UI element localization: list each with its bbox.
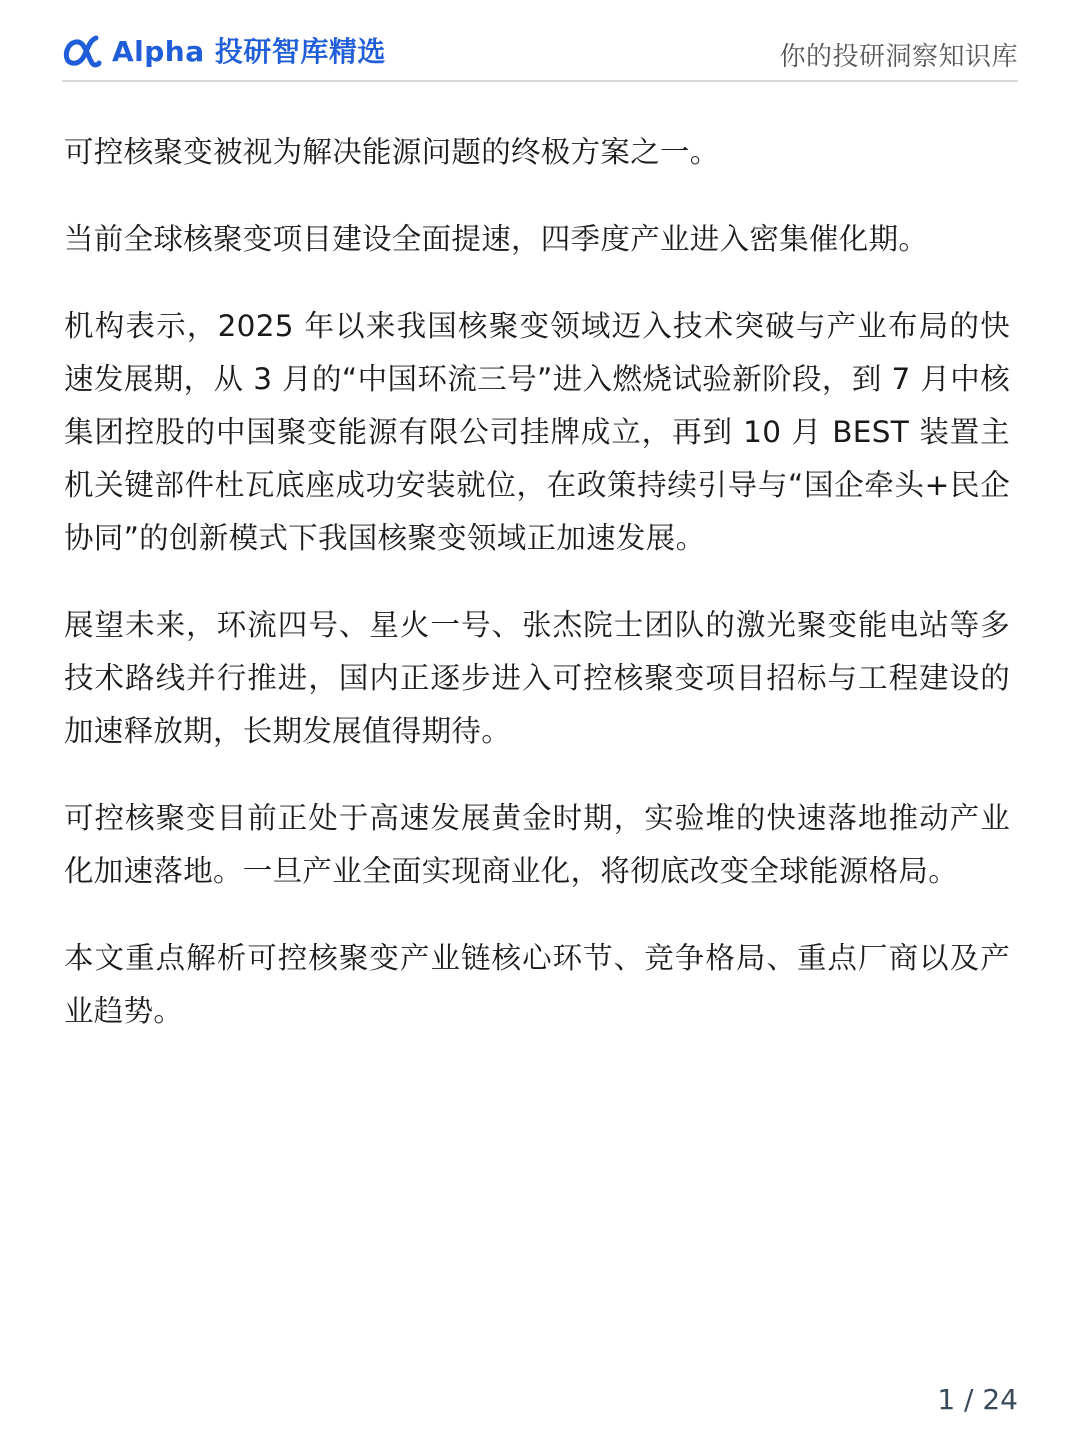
brand	[62, 30, 386, 70]
page-number: 1 / 24	[937, 1383, 1018, 1416]
article-body	[64, 126, 1010, 1072]
alpha-logo-icon	[62, 30, 102, 70]
paragraph: 可控核聚变被视为解决能源问题的终极方案之一。	[64, 135, 720, 169]
paragraph: 本文重点解析可控核聚变产业链核心环节、竞争格局、重点厂商以及产业趋势。	[64, 941, 1010, 1028]
paragraph: 展望未来，环流四号、星火一号、张杰院士团队的激光聚变能电站等多技术路线并行推进，国内正逐步进入可控核聚变项目招标与工程建设的加速释放期，长期发展值得期待。	[64, 608, 1010, 748]
paragraph: 可控核聚变目前正处于高速发展黄金时期，实验堆的快速落地推动产业化加速落地。一旦产业全面实现商业化，将彻底改变全球能源格局。	[64, 801, 1010, 888]
paragraph: 机构表示，2025 年以来我国核聚变领域迈入技术突破与产业布局的快速发展期，从 3 月的“中国环流三号”进入燃烧试验新阶段，到 7 月中核集团控股的中国聚变能源有限公司挂牌成立，再到 10 月 BEST 装置主机关键部件杜瓦底座成功安装就位，在政策持续引导与“国企牵头+民企协同”的创新模式下我国核聚变领域正加速发展。	[64, 309, 1010, 555]
header-tagline: 你的投研洞察知识库	[779, 42, 1018, 72]
paragraph: 当前全球核聚变项目建设全面提速，四季度产业进入密集催化期。	[64, 222, 929, 256]
page-header	[62, 24, 1018, 82]
brand-name: Alpha 投研智库精选	[112, 35, 386, 68]
